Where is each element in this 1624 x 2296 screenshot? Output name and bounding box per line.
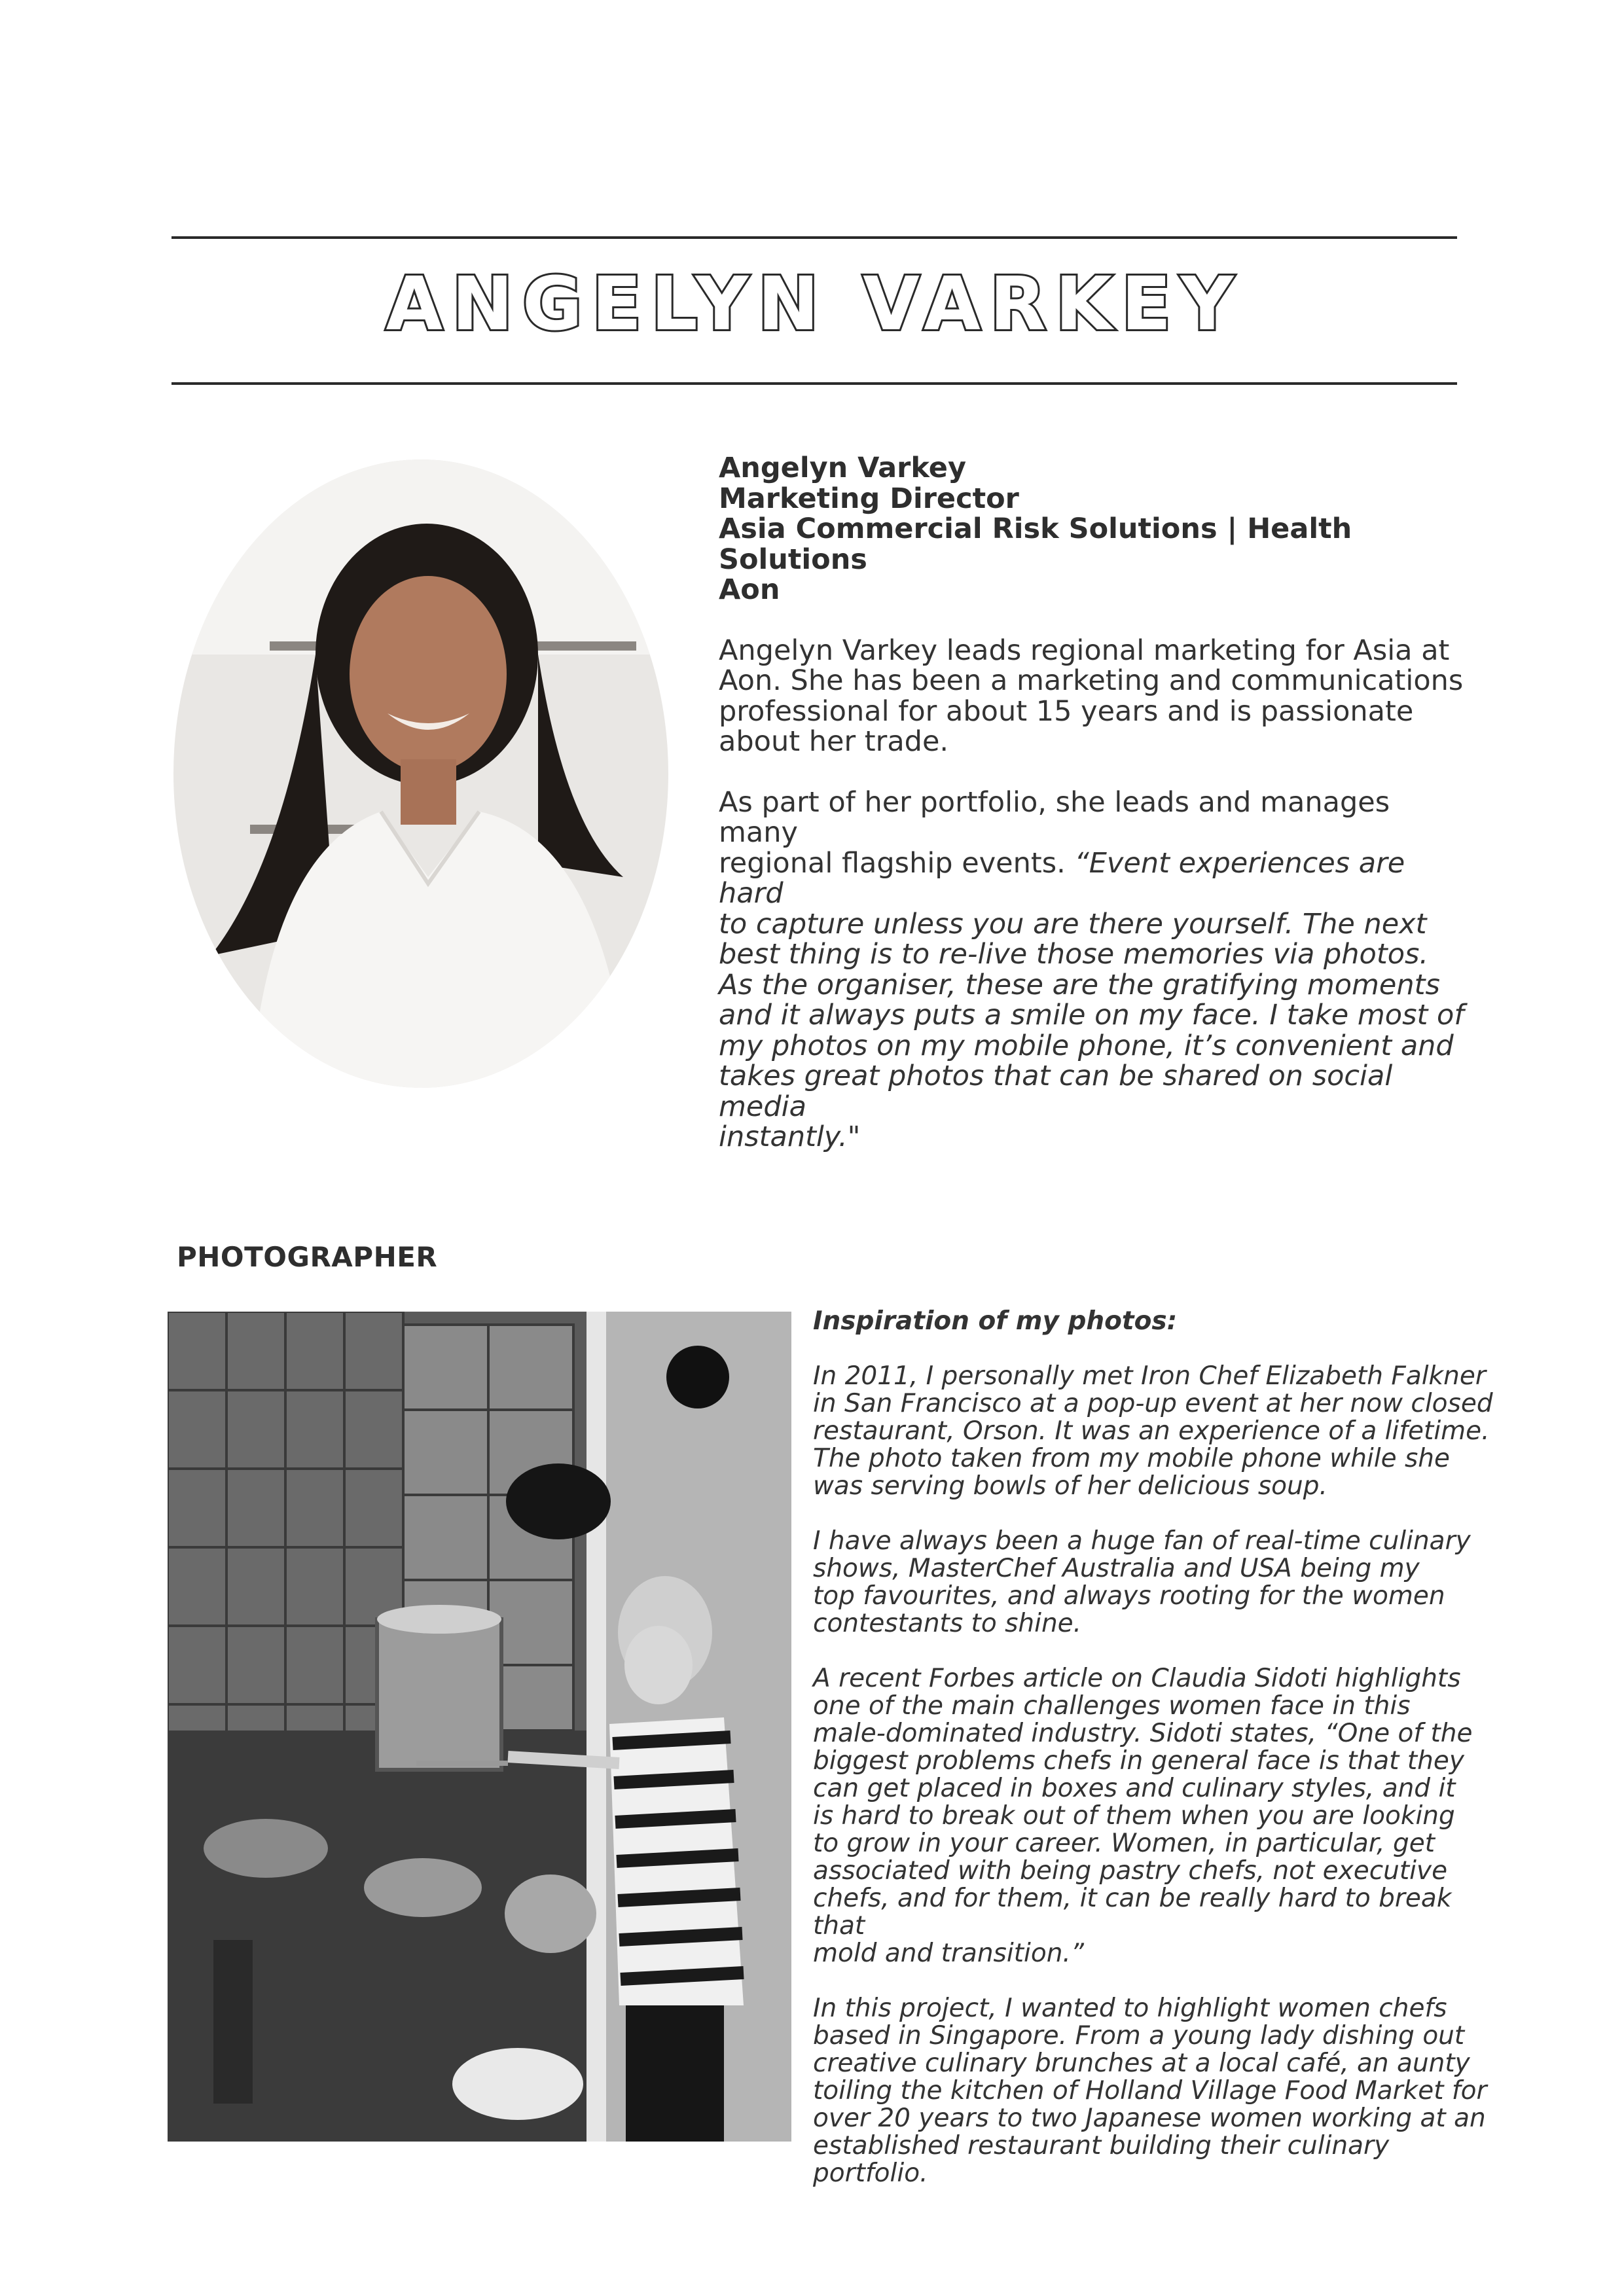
bio-quote: “Event experiences are hard bbox=[719, 846, 1405, 910]
inspiration-line: A recent Forbes article on Claudia Sidoti highlights bbox=[813, 1664, 1461, 1693]
bio-text: regional flagship events. bbox=[719, 846, 1075, 880]
bio-quote-line: best thing is to re-live those memories via photos. bbox=[719, 938, 1429, 971]
bio-quote-line: my photos on my mobile phone, it’s convenient and bbox=[719, 1029, 1454, 1062]
bio-paragraph-line: As part of her portfolio, she leads and manages many bbox=[719, 785, 1390, 849]
inspiration-line: chefs, and for them, it can be really hard to break that bbox=[813, 1884, 1452, 1941]
bio-paragraph-line: about her trade. bbox=[719, 725, 949, 758]
inspiration-line: associated with being pastry chefs, not executive bbox=[813, 1856, 1448, 1886]
inspiration-line: is hard to break out of them when you are looking bbox=[813, 1801, 1455, 1831]
bio-paragraph-line: Aon. She has been a marketing and communications bbox=[719, 664, 1464, 697]
portrait-photo bbox=[171, 458, 670, 1090]
section-heading-photographer: PHOTOGRAPHER bbox=[177, 1241, 438, 1273]
inspiration-section bbox=[813, 1308, 1494, 2187]
bio-paragraph-line bbox=[719, 848, 1471, 909]
inspiration-line: can get placed in boxes and culinary styles, and it bbox=[813, 1774, 1456, 1803]
inspiration-line: biggest problems chefs in general face is that they bbox=[813, 1746, 1464, 1776]
bio-paragraph-line: professional for about 15 years and is passionate bbox=[719, 694, 1414, 728]
bio-name: Angelyn Varkey bbox=[719, 452, 966, 484]
inspiration-line: top favourites, and always rooting for the women bbox=[813, 1581, 1445, 1611]
inspiration-line: over 20 years to two Japanese women working at an bbox=[813, 2104, 1486, 2133]
bio-division: Asia Commercial Risk Solutions | Health Solutions bbox=[719, 512, 1352, 576]
inspiration-line: In this project, I wanted to highlight women chefs bbox=[813, 1994, 1447, 2023]
inspiration-line: toiling the kitchen of Holland Village Food Market for bbox=[813, 2076, 1487, 2106]
inspiration-line: in San Francisco at a pop-up event at her now closed bbox=[813, 1389, 1493, 1418]
bio-paragraph-line: Angelyn Varkey leads regional marketing for Asia at bbox=[719, 634, 1450, 667]
inspiration-line: one of the main challenges women face in this bbox=[813, 1691, 1411, 1721]
bio-section bbox=[719, 453, 1471, 1153]
inspiration-line: I have always been a huge fan of real-time culinary bbox=[813, 1526, 1471, 1556]
bio-quote-line: to capture unless you are there yourself. The next bbox=[719, 907, 1427, 941]
inspiration-line: male-dominated industry. Sidoti states, “One of the bbox=[813, 1719, 1473, 1748]
bio-quote-line: and it always puts a smile on my face. I take most of bbox=[719, 999, 1464, 1031]
page-title: ANGELYN VARKEY bbox=[386, 262, 1243, 347]
inspiration-line: contestants to shine. bbox=[813, 1609, 1082, 1638]
top-rule bbox=[171, 236, 1457, 239]
inspiration-line: to grow in your career. Women, in particular, get bbox=[813, 1829, 1435, 1858]
inspiration-line: established restaurant building their culinary portfolio. bbox=[813, 2131, 1390, 2188]
inspiration-line: In 2011, I personally met Iron Chef Elizabeth Falkner bbox=[813, 1361, 1486, 1391]
bio-quote-line: As the organiser, these are the gratifying moments bbox=[719, 968, 1440, 1001]
bio-quote-line: instantly." bbox=[719, 1121, 861, 1153]
inspiration-line: creative culinary brunches at a local café, an aunty bbox=[813, 2049, 1470, 2078]
inspiration-line: was serving bowls of her delicious soup. bbox=[813, 1471, 1327, 1501]
bio-quote-line: takes great photos that can be shared on social media bbox=[719, 1060, 1393, 1123]
inspiration-heading: Inspiration of my photos: bbox=[813, 1306, 1178, 1336]
inspiration-line: based in Singapore. From a young lady dishing out bbox=[813, 2021, 1465, 2051]
bio-company: Aon bbox=[719, 573, 780, 606]
kitchen-photo bbox=[168, 1312, 791, 2142]
bio-role: Marketing Director bbox=[719, 482, 1019, 515]
inspiration-line: restaurant, Orson. It was an experience of a lifetime. bbox=[813, 1416, 1490, 1446]
inspiration-line: mold and transition.” bbox=[813, 1939, 1085, 1968]
inspiration-line: The photo taken from my mobile phone while she bbox=[813, 1444, 1451, 1473]
bottom-rule bbox=[171, 382, 1457, 385]
inspiration-line: shows, MasterChef Australia and USA being my bbox=[813, 1554, 1420, 1583]
